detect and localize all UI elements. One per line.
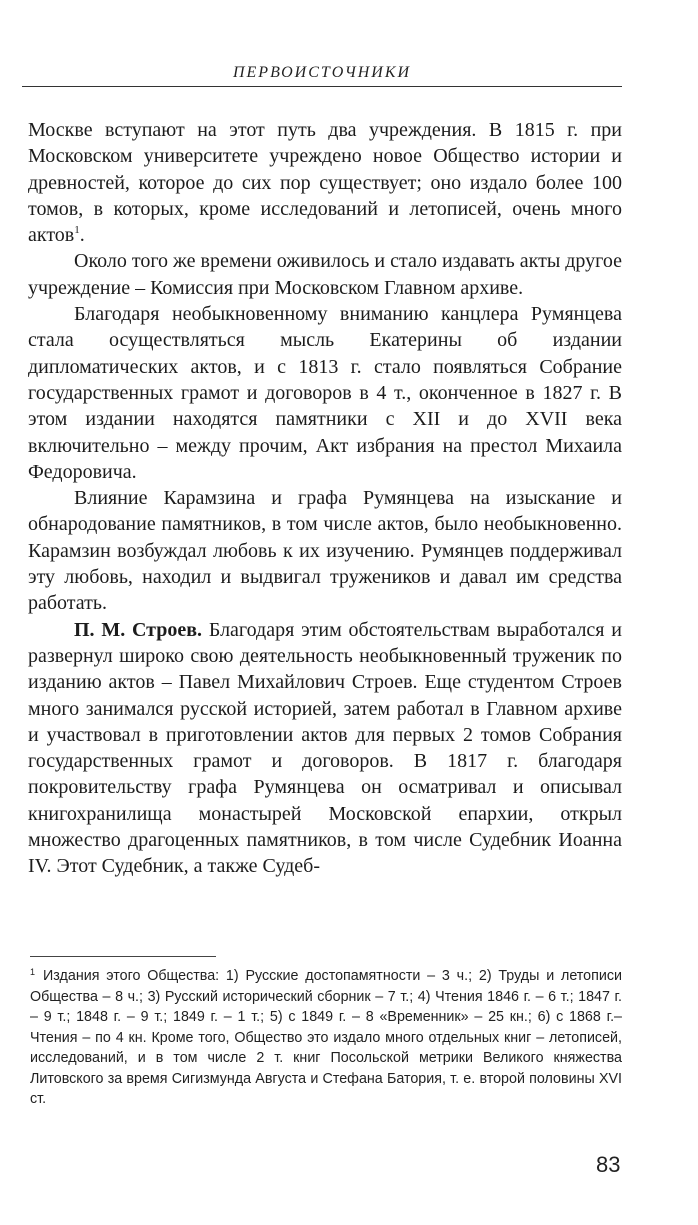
paragraph-1 (28, 117, 622, 248)
footnote-rule (30, 956, 216, 957)
footnote (30, 966, 622, 1110)
paragraph-3: Благодаря необыкновенному вниманию канцлера Румянцева стала осуществляться мысль Екатерины об издании дипломатических актов, и с 1813 г. стало появляться Собрание государственных грамот и договоров в 4 т., оконченное в 1827 г. В этом издании находятся памятники с XII и до XVII века включительно – между прочим, Акт избрания на престол Михаила Федоровича. (28, 303, 622, 483)
footnote-text: Издания этого Общества: 1) Русские достопамятности – 3 ч.; 2) Труды и летописи Общества – 8 ч.; 3) Русский исторический сборник – 7 т.; 4) Чтения 1846 г. – 6 т.; 1847 г. – 9 т.; 1848 г. – 9 т.; 1849 г. – 1 т.; 5) с 1849 г. – 8 «Временник» – 25 кн.; 6) с 1868 г.– Чтения – по 4 кн. Кроме того, Общество это издало много отдельных книг – летописей, исследований, и в том числе 2 т. книг Посольской метрики Великого княжества Литовского за время Сигизмунда Августа и Стефана Батория, т. е. второй половины XVI ст. (30, 968, 622, 1107)
paragraph-2: Около того же времени оживилось и стало издавать акты другое учреждение – Комиссия при Московском Главном архиве. (28, 250, 622, 299)
paragraph-1-end: . (79, 224, 85, 247)
paragraph-5 (28, 617, 622, 880)
paragraph-5-text: Благодаря этим обстоятельствам выработался и развернул широко свою деятельность необыкновенный труженик по изданию актов – Павел Михайлович Строев. Еще студентом Строев много занимался русской историей, затем работал в Главном архиве и участвовал в приготовлении актов для первых 2 томов Собрания государственных грамот и договоров. В 1817 г. благодаря покровительству графа Румянцева он осматривал и описывал книгохранилища монастырей Московской епархии, открыл множество драгоценных памятников, в том числе Судебник Иоанна IV. Этот Судебник, а также Судеб- (28, 618, 622, 878)
paragraph-1-text: Москве вступают на этот путь два учреждения. В 1815 г. при Московском университете учреждено новое Общество истории и древностей, которое до сих пор существует; оно издало более 100 томов, в которых, кроме исследований и летописей, очень много актов (28, 119, 622, 247)
footnote-marker: 1 (30, 967, 36, 977)
footnote-ref: 1 (74, 224, 80, 237)
paragraph-4: Влияние Карамзина и графа Румянцева на изыскание и обнародование памятников, в том числе актов, было необыкновенно. Карамзин возбуждал любовь к их изучению. Румянцев поддерживал эту любовь, находил и выдвигал тружеников и давал им средства работать. (28, 487, 622, 615)
page-number: 83 (596, 1152, 621, 1177)
running-header: ПЕРВОИСТОЧНИКИ (232, 64, 412, 81)
main-text (28, 117, 622, 880)
header-rule (22, 86, 622, 87)
section-lead-stroev: П. М. Строев. (74, 618, 203, 641)
